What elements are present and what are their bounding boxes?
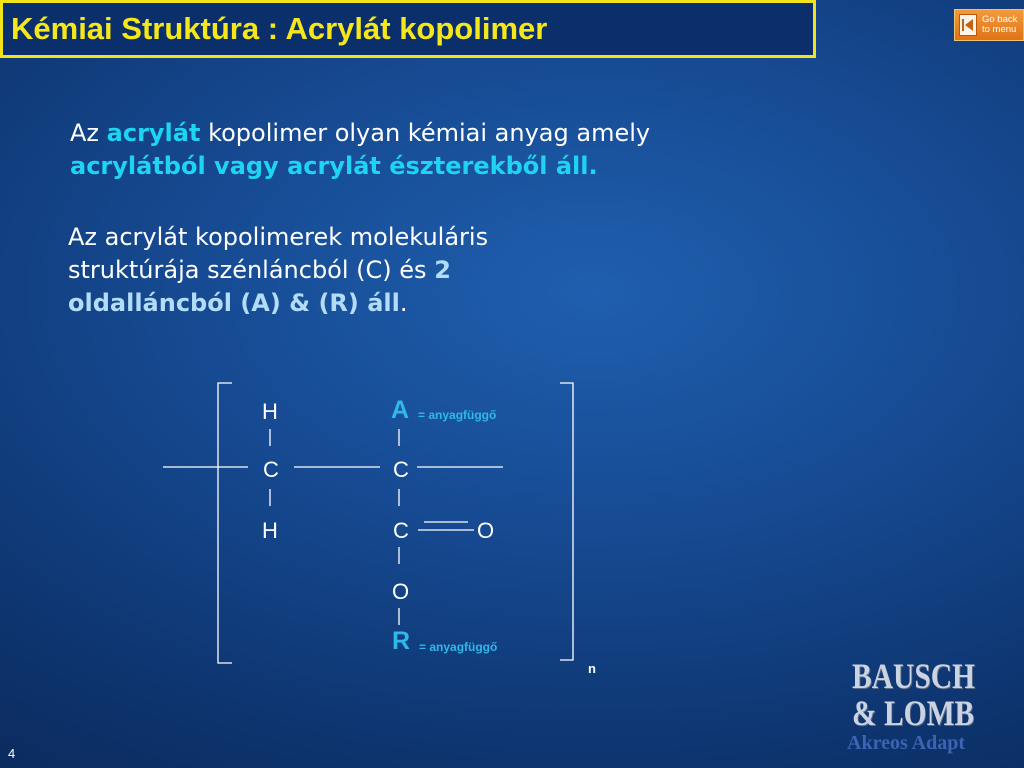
intro-prefix: Az — [70, 119, 107, 147]
product-name: Akreos Adapt — [847, 732, 965, 754]
side-chain-a-label: A — [391, 396, 410, 424]
left-bracket — [218, 383, 232, 663]
atom-c-carbonyl: C — [393, 518, 409, 543]
atom-h-top: H — [262, 399, 278, 424]
go-back-label: Go back to menu — [982, 14, 1018, 35]
side-chain-r-label: R — [392, 627, 411, 655]
structure-line3-end: . — [399, 289, 408, 317]
atom-o-ester: O — [392, 579, 410, 604]
side-chain-r-note: = anyagfüggő — [419, 640, 498, 654]
intro-middle: kopolimer olyan kémiai anyag amely — [200, 119, 651, 147]
repeat-subscript-n: n — [588, 661, 596, 676]
atom-c-left: C — [263, 457, 279, 482]
brand-logo-line2: & LOMB — [852, 693, 975, 733]
structure-line3-accent: oldalláncból (A) & (R) áll — [68, 289, 400, 317]
page-number: 4 — [8, 746, 16, 761]
intro-accent-acrylat: acrylát — [106, 119, 201, 147]
brand-logo-line1: BAUSCH — [852, 656, 976, 696]
side-chain-a-note: = anyagfüggő — [418, 408, 497, 422]
atom-o-double: O — [477, 518, 495, 543]
intro-line2: acrylátból vagy acrylát észterekből áll. — [70, 152, 598, 180]
structure-line2: struktúrája szénláncból (C) és — [68, 256, 435, 284]
right-bracket — [560, 383, 573, 660]
slide-title: Kémiai Struktúra : Acrylát kopolimer — [11, 11, 548, 46]
structure-line1: Az acrylát kopolimerek molekuláris — [68, 223, 489, 251]
atom-h-bottom: H — [262, 518, 278, 543]
atom-c-right: C — [393, 457, 409, 482]
structure-line2-accent: 2 — [434, 256, 451, 284]
